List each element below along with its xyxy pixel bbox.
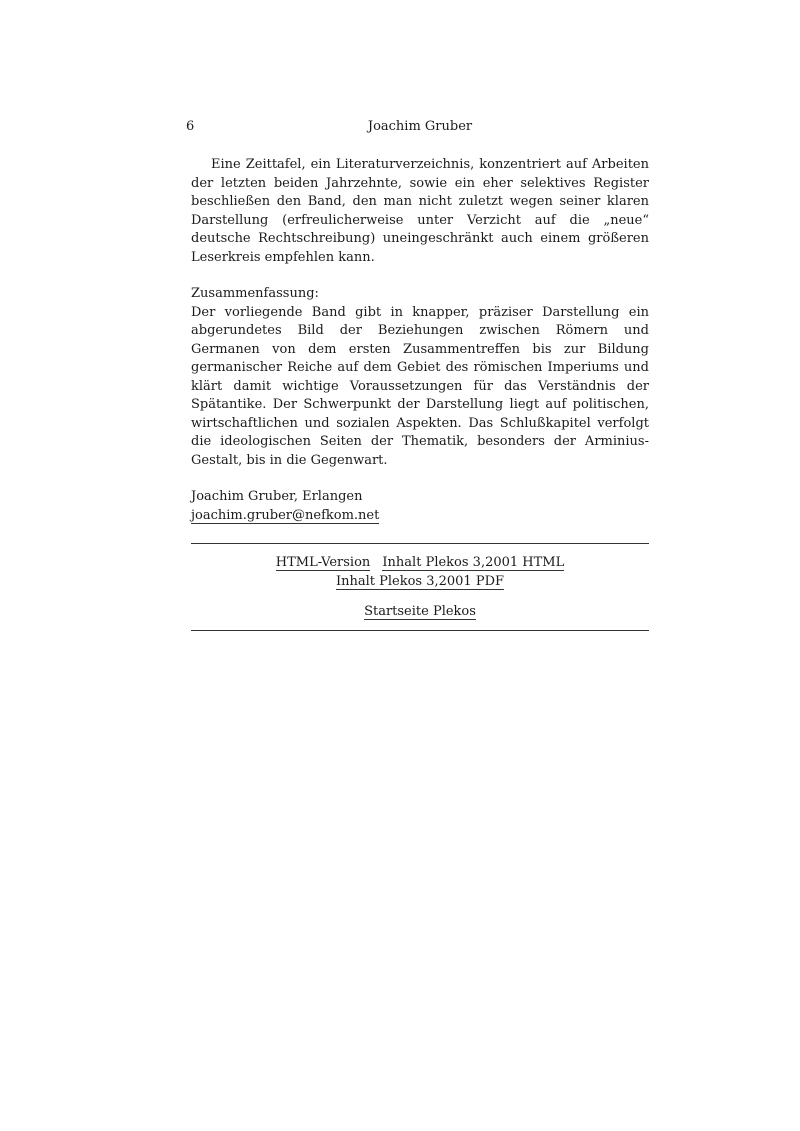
paragraph-gap (191, 267, 649, 285)
body-paragraph: Eine Zeittafel, ein Literaturverzeichnis, konzentriert auf Arbeiten der letzten beiden Jahrzehnte, sowie ein eher selektives Register beschließen den Band, den man nicht zuletzt wegen seiner klaren Darstellung (erfreulicherweise unter Verzicht auf die „neue“ deutsche Rechtschreibung) uneingeschränkt auch einem größeren Leserkreis empfehlen kann. (191, 157, 649, 265)
summary-paragraph: Der vorliegende Band gibt in knapper, präziser Darstellung ein abgerundetes Bild der Beziehungen zwischen Römern und Germanen von dem ersten Zusammentreffen bis zur Bildung germanischer Reiche auf dem Gebiet des römischen Imperiums und klärt damit wichtige Voraussetzungen für das Verständnis der Spätantike. Der Schwerpunkt der Darstellung liegt auf politischen, wirtschaftlichen und sozialen Aspekten. Das Schlußkapitel verfolgt die ideologischen Seiten der Thematik, besonders der Arminius-Gestalt, bis in die Gegenwart. (191, 304, 649, 468)
running-header (186, 118, 649, 138)
nav-links-row-2 (191, 603, 649, 622)
running-header-author: Joachim Gruber (367, 119, 473, 134)
page-number: 6 (186, 119, 195, 134)
startseite-link[interactable]: Startseite Plekos (364, 604, 476, 619)
email-link[interactable]: joachim.gruber@nefkom.net (191, 507, 380, 523)
document-page (186, 118, 649, 631)
horizontal-rule-top (191, 543, 649, 544)
paragraph-gap (191, 470, 649, 488)
nav-links-row (191, 554, 649, 591)
signature: Joachim Gruber, Erlangen (191, 489, 363, 504)
html-version-link[interactable]: HTML-Version (275, 555, 371, 570)
summary-heading: Zusammenfassung: (191, 286, 319, 301)
inhalt-html-link[interactable]: Inhalt Plekos 3,2001 HTML (382, 555, 565, 570)
inhalt-pdf-link[interactable]: Inhalt Plekos 3,2001 PDF (335, 573, 505, 589)
horizontal-rule-bottom (191, 630, 649, 631)
